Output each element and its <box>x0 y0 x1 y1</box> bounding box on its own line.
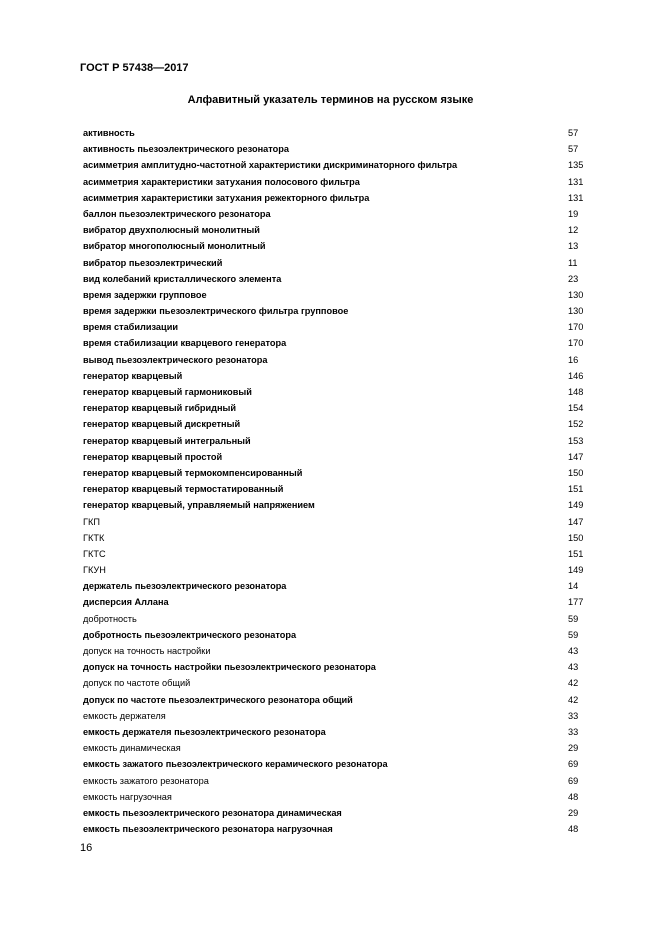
index-title: Алфавитный указатель терминов на русском языке <box>187 94 474 106</box>
entry-term: асимметрия амплитудно-частотной характеристики дискриминаторного фильтра <box>83 160 458 171</box>
entry-page: 130 <box>568 289 584 300</box>
entry-page: 19 <box>568 208 579 219</box>
entry-term: время стабилизации кварцевого генератора <box>83 338 287 349</box>
entry-page: 57 <box>568 144 579 155</box>
entry-page: 147 <box>568 451 584 462</box>
entry-page: 59 <box>568 629 579 640</box>
index-entry <box>83 238 583 254</box>
entry-page: 177 <box>568 597 584 608</box>
entry-term: ГКУН <box>83 565 106 576</box>
index-entry <box>83 157 583 173</box>
entry-term: добротность <box>83 613 137 624</box>
entry-page: 148 <box>568 387 584 397</box>
index-entry <box>83 708 583 724</box>
entry-page: 131 <box>568 176 584 187</box>
index-entry <box>83 789 583 805</box>
entry-term: время задержки групповое <box>83 289 207 300</box>
entry-page: 29 <box>568 743 579 754</box>
entry-term: асимметрия характеристики затухания режекторного фильтра <box>83 192 370 203</box>
entry-term: допуск по частоте пьезоэлектрического резонатора общий <box>83 694 353 705</box>
index-entry <box>83 174 583 190</box>
index-entry <box>83 692 583 708</box>
index-entry <box>83 562 583 578</box>
entry-term: время задержки пьезоэлектрического фильтра групповое <box>83 306 349 317</box>
entry-term: емкость держателя пьезоэлектрического резонатора <box>83 726 326 737</box>
index-entry <box>83 627 583 643</box>
entry-page: 43 <box>568 662 579 673</box>
entry-term: генератор кварцевый гармониковый <box>83 387 252 397</box>
index-entry <box>83 740 583 756</box>
index-entry <box>83 481 583 497</box>
index-entry <box>83 125 583 141</box>
entry-term: ГКП <box>83 516 100 527</box>
index-entry <box>83 416 583 432</box>
entry-term: генератор кварцевый интегральный <box>83 435 251 446</box>
index-entry <box>83 659 583 675</box>
entry-term: емкость пьезоэлектрического резонатора динамическая <box>83 807 342 818</box>
entry-page: 152 <box>568 419 584 430</box>
entry-term: генератор кварцевый гибридный <box>83 403 237 414</box>
entry-page: 154 <box>568 403 584 414</box>
entry-term: держатель пьезоэлектрического резонатора <box>83 581 287 592</box>
entry-page: 151 <box>568 484 584 495</box>
index-entry <box>83 805 583 821</box>
entry-term: ГКТС <box>83 548 106 559</box>
index-entry <box>83 206 583 222</box>
entry-term: емкость зажатого резонатора <box>83 775 209 786</box>
entry-page: 23 <box>568 273 579 284</box>
entry-page: 13 <box>568 241 579 252</box>
term-index <box>83 125 583 837</box>
index-entry <box>83 303 583 319</box>
entry-page: 146 <box>568 370 584 381</box>
entry-term: генератор кварцевый простой <box>83 451 223 462</box>
entry-page: 16 <box>568 354 579 365</box>
index-entry <box>83 546 583 562</box>
document-id: ГОСТ Р 57438—2017 <box>80 62 189 74</box>
index-entry <box>83 594 583 610</box>
entry-page: 135 <box>568 160 584 171</box>
entry-term: ГКТК <box>83 532 105 543</box>
entry-page: 69 <box>568 775 579 786</box>
index-entry <box>83 530 583 546</box>
index-entry <box>83 756 583 772</box>
index-entry <box>83 368 583 384</box>
entry-page: 150 <box>568 532 584 543</box>
index-entry <box>83 384 583 400</box>
index-entry <box>83 578 583 594</box>
entry-page: 130 <box>568 306 584 317</box>
entry-term: активность пьезоэлектрического резонатора <box>83 144 289 155</box>
index-entry <box>83 190 583 206</box>
index-entry <box>83 821 583 837</box>
entry-page: 29 <box>568 807 579 818</box>
index-entry <box>83 433 583 449</box>
entry-page: 48 <box>568 791 579 802</box>
page-number: 16 <box>80 842 93 854</box>
index-entry <box>83 643 583 659</box>
entry-term: вибратор пьезоэлектрический <box>83 257 223 268</box>
index-entry <box>83 465 583 481</box>
entry-term: генератор кварцевый, управляемый напряжением <box>83 500 315 511</box>
entry-page: 42 <box>568 694 579 705</box>
entry-page: 59 <box>568 613 579 624</box>
entry-page: 151 <box>568 548 584 559</box>
entry-page: 131 <box>568 192 584 203</box>
entry-term: время стабилизации <box>83 322 178 333</box>
entry-page: 170 <box>568 338 584 349</box>
entry-term: баллон пьезоэлектрического резонатора <box>83 208 271 219</box>
entry-term: емкость нагрузочная <box>83 791 172 802</box>
entry-term: емкость держателя <box>83 710 166 721</box>
entry-term: генератор кварцевый дискретный <box>83 419 241 430</box>
entry-term: вибратор двухполюсный монолитный <box>83 225 260 236</box>
index-entry <box>83 319 583 335</box>
entry-term: вывод пьезоэлектрического резонатора <box>83 354 268 365</box>
entry-term: емкость зажатого пьезоэлектрического керамического резонатора <box>83 759 388 770</box>
index-entry <box>83 773 583 789</box>
entry-page: 43 <box>568 646 579 656</box>
entry-page: 69 <box>568 759 579 770</box>
entry-term: добротность пьезоэлектрического резонатора <box>83 629 297 640</box>
index-entry <box>83 514 583 530</box>
entry-page: 33 <box>568 726 579 737</box>
entry-page: 150 <box>568 467 584 478</box>
entry-page: 170 <box>568 322 584 333</box>
index-entry <box>83 287 583 303</box>
entry-term: допуск на точность настройки <box>83 646 211 656</box>
entry-term: генератор кварцевый термокомпенсированный <box>83 467 303 478</box>
index-entry <box>83 611 583 627</box>
entry-page: 149 <box>568 565 584 576</box>
index-entry <box>83 449 583 465</box>
entry-page: 12 <box>568 225 579 236</box>
index-entry <box>83 271 583 287</box>
entry-page: 147 <box>568 516 584 527</box>
entry-term: емкость динамическая <box>83 743 181 754</box>
entry-term: емкость пьезоэлектрического резонатора нагрузочная <box>83 824 333 835</box>
entry-term: допуск на точность настройки пьезоэлектрического резонатора <box>83 662 376 673</box>
entry-page: 42 <box>568 678 579 689</box>
index-entry <box>83 497 583 513</box>
entry-term: активность <box>83 128 135 138</box>
index-entry <box>83 352 583 368</box>
index-entry <box>83 141 583 157</box>
entry-term: генератор кварцевый <box>83 370 183 381</box>
index-entry <box>83 255 583 271</box>
index-entry <box>83 724 583 740</box>
index-entry <box>83 222 583 238</box>
index-entry <box>83 675 583 691</box>
index-entry <box>83 400 583 416</box>
entry-page: 33 <box>568 710 579 721</box>
entry-term: асимметрия характеристики затухания полосового фильтра <box>83 176 360 187</box>
entry-term: дисперсия Аллана <box>83 597 169 608</box>
entry-term: вибратор многополюсный монолитный <box>83 241 266 252</box>
entry-page: 11 <box>568 257 578 268</box>
entry-page: 57 <box>568 128 579 138</box>
entry-term: вид колебаний кристаллического элемента <box>83 273 282 284</box>
entry-page: 153 <box>568 435 584 446</box>
entry-page: 149 <box>568 500 584 511</box>
entry-page: 14 <box>568 581 579 592</box>
entry-term: допуск по частоте общий <box>83 678 191 689</box>
index-entry <box>83 335 583 351</box>
entry-page: 48 <box>568 824 579 835</box>
entry-term: генератор кварцевый термостатированный <box>83 484 284 495</box>
